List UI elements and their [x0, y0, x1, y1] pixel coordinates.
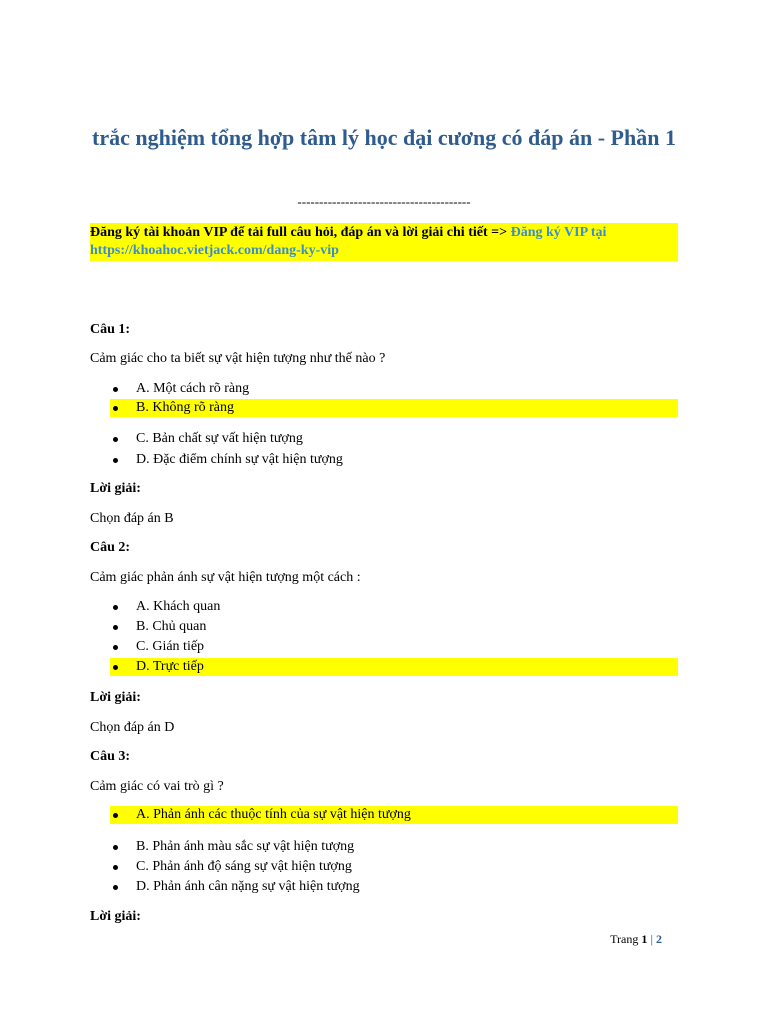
question-2-option-b	[110, 618, 678, 636]
question-3-solution-label: Lời giải:	[90, 909, 141, 924]
bullet-icon	[113, 885, 118, 890]
question-2-label: Câu 2:	[90, 540, 131, 555]
question-3-option-a	[110, 806, 678, 824]
bullet-icon	[113, 625, 118, 630]
question-3-label: Câu 3:	[90, 749, 131, 764]
divider-line: ----------------------------------------	[297, 194, 471, 209]
bullet-icon	[113, 845, 118, 850]
question-1-option-b	[110, 399, 678, 417]
question-1-answer: Chọn đáp án B	[90, 511, 174, 526]
document-title: trắc nghiệm tổng hợp tâm lý học đại cương có đáp án - Phần 1	[92, 125, 676, 150]
bullet-icon	[113, 437, 118, 442]
question-2-option-d	[110, 658, 678, 676]
option-text: A. Khách quan	[136, 599, 221, 614]
question-2-solution-label: Lời giải:	[90, 690, 141, 705]
bullet-icon	[113, 645, 118, 650]
option-text: B. Chủ quan	[136, 619, 207, 634]
vip-promo-banner	[90, 223, 678, 261]
bullet-icon	[113, 665, 118, 670]
option-text: A. Phản ánh các thuộc tính của sự vật hiện tượng	[136, 807, 411, 822]
option-text: C. Bản chất sự vất hiện tượng	[136, 431, 303, 446]
question-3-option-b	[110, 838, 678, 856]
bullet-icon	[113, 387, 118, 392]
bullet-icon	[113, 813, 118, 818]
option-text: C. Phản ánh độ sáng sự vật hiện tượng	[136, 859, 352, 874]
option-text: B. Phản ánh màu sắc sự vật hiện tượng	[136, 839, 355, 854]
bullet-icon	[113, 458, 118, 463]
page-separator: |	[647, 932, 656, 946]
promo-text: Đăng ký tài khoản VIP để tải full câu hỏi, đáp án và lời giải chi tiết =>	[90, 225, 511, 240]
question-1-label: Câu 1:	[90, 322, 131, 337]
question-2-option-a	[110, 598, 678, 616]
page-footer	[610, 932, 662, 946]
question-3-option-d	[110, 878, 678, 896]
option-text: C. Gián tiếp	[136, 639, 205, 654]
current-page-number: 1	[641, 932, 648, 946]
option-text: D. Đặc điểm chính sự vật hiện tượng	[136, 452, 343, 467]
question-3-option-c	[110, 858, 678, 876]
option-text: B. Không rõ ràng	[136, 400, 234, 415]
bullet-icon	[113, 605, 118, 610]
question-1-option-a	[110, 380, 678, 398]
option-text: D. Trực tiếp	[136, 659, 204, 674]
question-1-prompt: Cảm giác cho ta biết sự vật hiện tượng như thế nào ?	[90, 351, 386, 366]
question-1-solution-label: Lời giải:	[90, 481, 141, 496]
option-text: A. Một cách rõ ràng	[136, 381, 250, 396]
question-2-option-c	[110, 638, 678, 656]
page-label: Trang	[610, 932, 642, 946]
question-1-option-d	[110, 451, 678, 469]
bullet-icon	[113, 406, 118, 411]
bullet-icon	[113, 865, 118, 870]
total-pages-number: 2	[656, 932, 662, 946]
question-2-prompt: Cảm giác phản ánh sự vật hiện tượng một cách :	[90, 570, 361, 585]
question-1-option-c	[110, 430, 678, 448]
question-2-answer: Chọn đáp án D	[90, 720, 175, 735]
question-3-prompt: Cảm giác có vai trò gì ?	[90, 779, 224, 794]
vip-signup-link[interactable]: Đăng ký VIP tại https://khoahoc.vietjack.com/dang-ky-vip	[90, 225, 607, 258]
option-text: D. Phản ánh cân nặng sự vật hiện tượng	[136, 879, 360, 894]
